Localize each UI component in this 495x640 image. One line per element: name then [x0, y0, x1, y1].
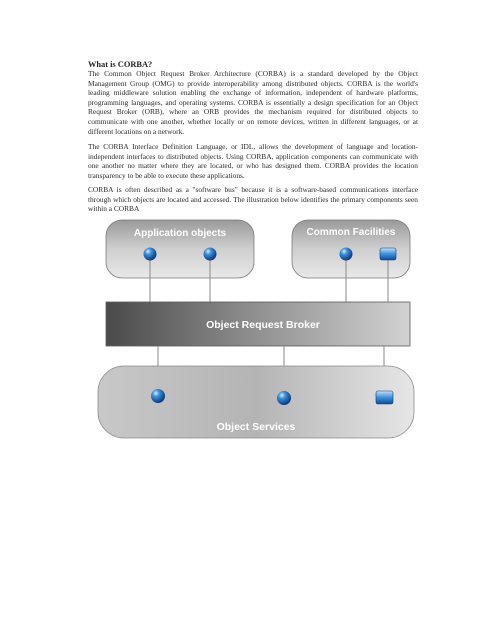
object-request-broker-bar — [106, 302, 410, 346]
application-objects-box — [106, 220, 254, 310]
object-service-cube — [376, 391, 393, 404]
common-facility-cube — [380, 248, 396, 260]
object-service-sphere — [151, 389, 165, 403]
paragraph-2: The CORBA Interface Definition Language, or IDL, allows the development of language and location-independent interfaces to distributed objects. Using CORBA, application components can communicate with one another no matter where they are located, or who has designed them. CORBA provides the location transparency to be able to execute these applications. — [88, 142, 418, 180]
object-services-box — [98, 366, 414, 438]
application-objects-label: Application objects — [133, 228, 227, 239]
common-facility-sphere — [340, 248, 353, 261]
corba-architecture-diagram — [88, 216, 418, 448]
object-request-broker-label: Object Request Broker — [206, 319, 320, 331]
object-services-label: Object Services — [216, 421, 296, 433]
paragraph-1: The Common Object Request Broker Architecture (CORBA) is a standard developed by the Object Management Group (OMG) to provide interoperability among distributed objects. CORBA is the world's leading middleware solution enabling the exchange of information, independent of hardware platforms, programming languages, and operating systems. CORBA is essentially a design specification for an Object Request Broker (ORB), where an ORB provides the mechanism required for distributed objects to communicate with one another, whether locally or on remote devices, written in different languages, or at different locations on a network. — [88, 69, 418, 136]
application-object-sphere — [204, 248, 217, 261]
application-object-sphere — [144, 248, 157, 261]
common-facilities-box — [292, 220, 410, 310]
page-heading: What is CORBA? — [88, 60, 153, 69]
common-facilities-label: Common Facilities — [306, 227, 396, 238]
object-service-sphere — [277, 391, 291, 405]
paragraph-3: CORBA is often described as a "software bus" because it is a software-based communications interface through which objects are located and accessed. The illustration below identifies the primary components seen within a CORBA — [88, 185, 418, 214]
